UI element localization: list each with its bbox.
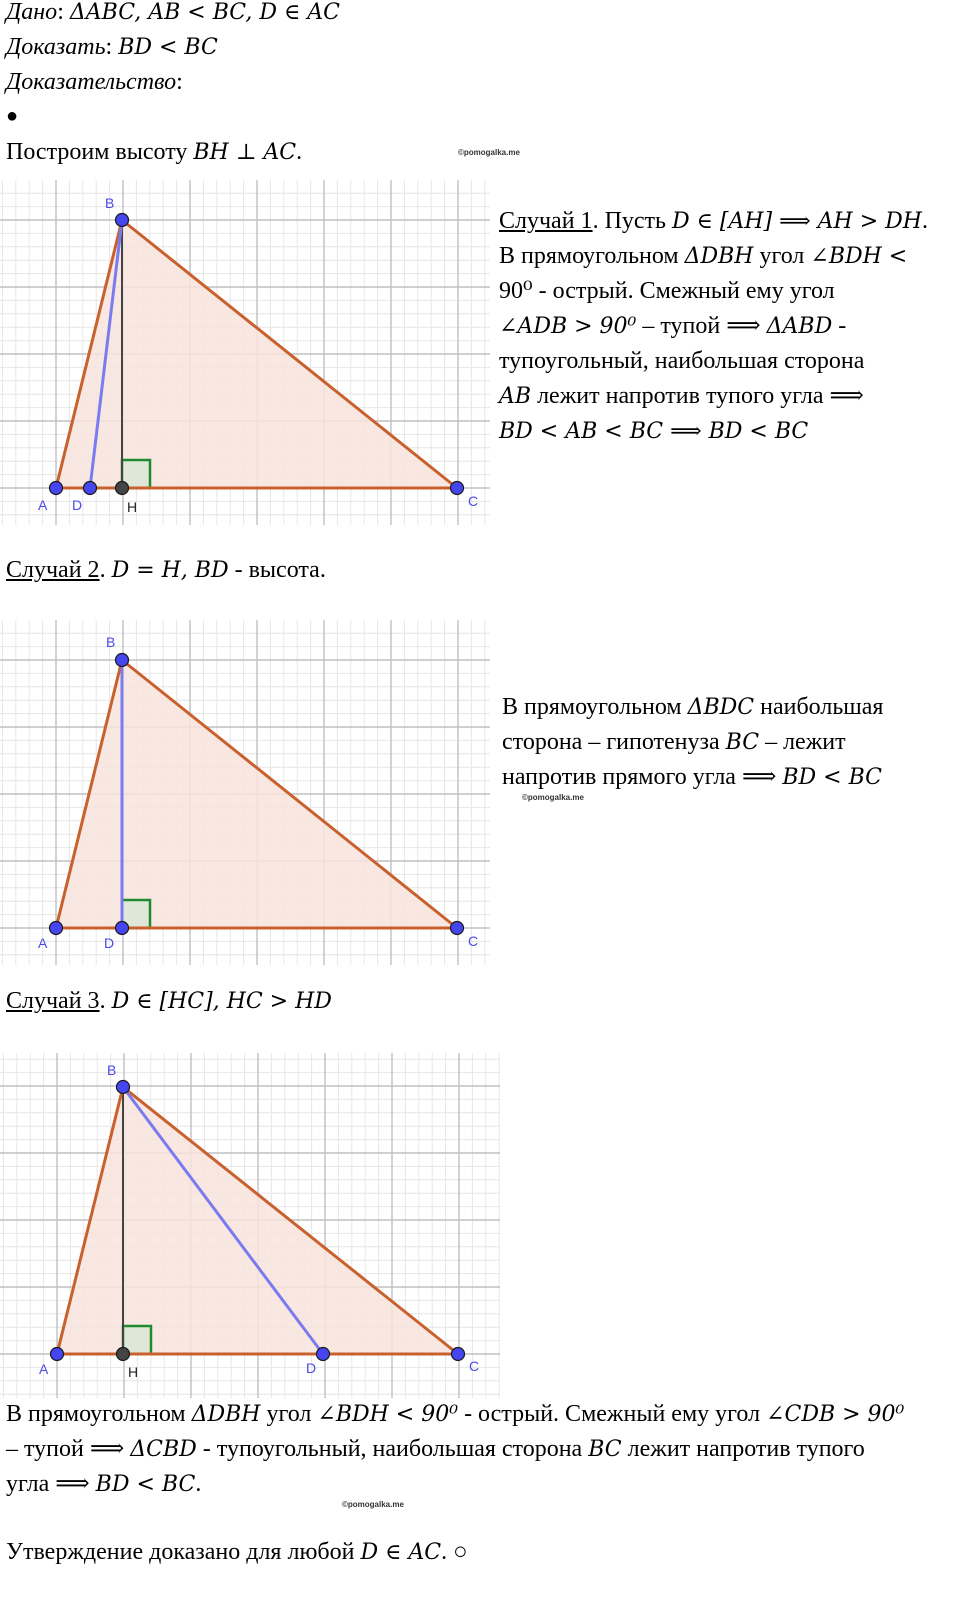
given-math: ΔABC, AB < BC, D ∈ AC — [69, 0, 340, 25]
case3-line-1-mid: - тупоугольный, наибольшая сторона — [196, 1436, 589, 1462]
case1-line-6 — [499, 414, 944, 449]
conclusion-text: Утверждение доказано для любой — [6, 1539, 361, 1565]
case1-line-4-pre: тупоугольный, наибольшая сторона — [499, 348, 865, 374]
case2-line-1-math: BC — [725, 730, 760, 755]
point-A — [50, 922, 63, 935]
point-B — [116, 214, 129, 227]
point-C — [451, 482, 464, 495]
case1-line-5 — [499, 379, 944, 414]
case2-heading — [6, 555, 326, 586]
case2-title: Случай 2 — [6, 557, 100, 583]
proof-label-sep: : — [176, 69, 183, 95]
case2-line-0-post: наибольшая — [754, 694, 884, 720]
case3-line-1-math: ΔCBD — [130, 1437, 197, 1462]
label-C: C — [468, 493, 479, 509]
given-line — [6, 0, 340, 28]
case2-line-1-post: – лежит — [759, 729, 846, 755]
case1-line-1 — [499, 239, 944, 274]
case3-line-2-post: . — [195, 1471, 202, 1497]
case1-line-3-mid: – тупой ⟹ — [636, 313, 767, 339]
case3-line-0 — [6, 1397, 956, 1432]
point-D — [116, 922, 129, 935]
case3-line-2-pre: угла ⟹ — [6, 1471, 96, 1497]
prove-sep: : — [105, 34, 119, 60]
label-A: A — [38, 497, 48, 513]
proof-label-line — [6, 67, 183, 97]
label-H: H — [128, 1364, 139, 1380]
label-C: C — [469, 1358, 480, 1374]
case3-line-0-math3: ∠CDB > 90⁰ — [766, 1402, 905, 1427]
case1-title: Случай 1 — [499, 208, 593, 234]
label-B: B — [105, 195, 115, 211]
case3-line-0-post: - острый. Смежный ему угол — [458, 1401, 767, 1427]
label-A: A — [38, 935, 48, 951]
conclusion-line — [6, 1537, 468, 1568]
case3-line-0-math2: ∠BDH < 90⁰ — [317, 1402, 459, 1427]
case1-line-3-math: ∠ADB > 90⁰ — [499, 314, 637, 339]
construction-math: BH ⊥ AC — [193, 140, 297, 165]
case1-line-4 — [499, 344, 944, 379]
conclusion-math: D ∈ AC — [360, 1540, 442, 1565]
case1-line-3-post: - — [832, 313, 847, 339]
label-H: H — [127, 499, 138, 515]
case2-text-post: - высота. — [228, 557, 326, 583]
case1-line-1-math2: ∠BDH < — [810, 244, 908, 269]
watermark-1: ©pomogalka.me — [458, 148, 520, 157]
point-B — [117, 1081, 130, 1094]
case3-line-0-math: ΔDBH — [191, 1402, 261, 1427]
point-C — [452, 1348, 465, 1361]
case1-line-2 — [499, 274, 944, 309]
case2-line-2 — [502, 760, 947, 795]
figure-case2 — [0, 620, 490, 965]
case1-line-0-post: . — [921, 208, 928, 234]
given-sep: : — [57, 0, 70, 25]
case1-line-6-math: BD < AB < BC ⟹ BD < BC — [499, 419, 809, 444]
watermark-2: ©pomogalka.me — [522, 793, 584, 802]
case3-line-2 — [6, 1467, 956, 1502]
case1-line-2-pre: 90⁰ - острый. Смежный ему угол — [499, 278, 835, 304]
case1-line-3 — [499, 309, 944, 344]
case2-text — [502, 690, 947, 795]
case3-heading — [6, 986, 332, 1017]
case1-line-5-mid: лежит напротив тупого угла ⟹ — [531, 383, 864, 409]
case1-line-0-math: D ∈ [AH] ⟹ AH > DH — [671, 209, 922, 234]
figure-case1 — [0, 180, 490, 525]
given-label: Дано — [6, 0, 58, 25]
point-B — [116, 654, 129, 667]
point-H — [117, 1348, 130, 1361]
case1-line-3-math2: ΔABD — [766, 314, 833, 339]
point-C — [451, 922, 464, 935]
point-D — [84, 482, 97, 495]
label-C: C — [468, 933, 479, 949]
case3-line-2-math: BD < BC — [95, 1472, 196, 1497]
case2-line-1 — [502, 725, 947, 760]
case3-title: Случай 3 — [6, 988, 100, 1014]
construction-end: . — [296, 139, 303, 165]
case2-line-0 — [502, 690, 947, 725]
case1-line-1-pre: В прямоугольном — [499, 243, 685, 269]
proof-label: Доказательство — [6, 69, 177, 95]
case2-math: D = H, BD — [111, 558, 229, 583]
prove-line — [6, 32, 218, 63]
case3-line-0-pre: В прямоугольном — [6, 1401, 192, 1427]
case3-text — [6, 1397, 956, 1502]
bullet: ● — [6, 105, 19, 127]
conclusion-end: . ○ — [441, 1539, 468, 1565]
case1-line-0-pre: . Пусть — [592, 208, 672, 234]
construction-line — [6, 137, 302, 168]
case2-text-pre: . — [99, 557, 112, 583]
case3-math: D ∈ [HC], HC > HD — [111, 989, 332, 1014]
case1-line-0 — [499, 204, 944, 239]
watermark-3: ©pomogalka.me — [342, 1500, 404, 1509]
case3-text-pre: . — [99, 988, 112, 1014]
label-A: A — [39, 1361, 49, 1377]
case2-line-0-pre: В прямоугольном — [502, 694, 688, 720]
case2-line-2-pre: напротив прямого угла ⟹ — [502, 764, 783, 790]
case1-text — [499, 204, 944, 449]
case2-line-0-math: ΔBDC — [687, 695, 755, 720]
construction-text: Построим высоту — [6, 139, 194, 165]
point-A — [50, 482, 63, 495]
label-D: D — [72, 497, 83, 513]
prove-label: Доказать — [6, 34, 106, 60]
case1-line-1-mid: угол — [753, 243, 811, 269]
case1-line-1-math: ΔDBH — [684, 244, 754, 269]
point-D — [317, 1348, 330, 1361]
case1-line-5-math: AB — [499, 384, 532, 409]
case3-line-1 — [6, 1432, 956, 1467]
point-H — [116, 482, 129, 495]
label-D: D — [104, 935, 115, 951]
case2-line-1-pre: сторона – гипотенуза — [502, 729, 726, 755]
label-D: D — [306, 1360, 317, 1376]
label-B: B — [106, 634, 116, 650]
prove-math: BD < BC — [118, 35, 218, 60]
case3-line-1-post: лежит напротив тупого — [621, 1436, 865, 1462]
case3-line-1-math2: BC — [588, 1437, 622, 1462]
point-A — [51, 1348, 64, 1361]
case3-line-1-pre: – тупой ⟹ — [6, 1436, 131, 1462]
label-B: B — [107, 1062, 117, 1078]
case3-line-0-mid: угол — [260, 1401, 318, 1427]
case2-line-2-math: BD < BC — [782, 765, 882, 790]
figure-case3 — [0, 1053, 500, 1398]
